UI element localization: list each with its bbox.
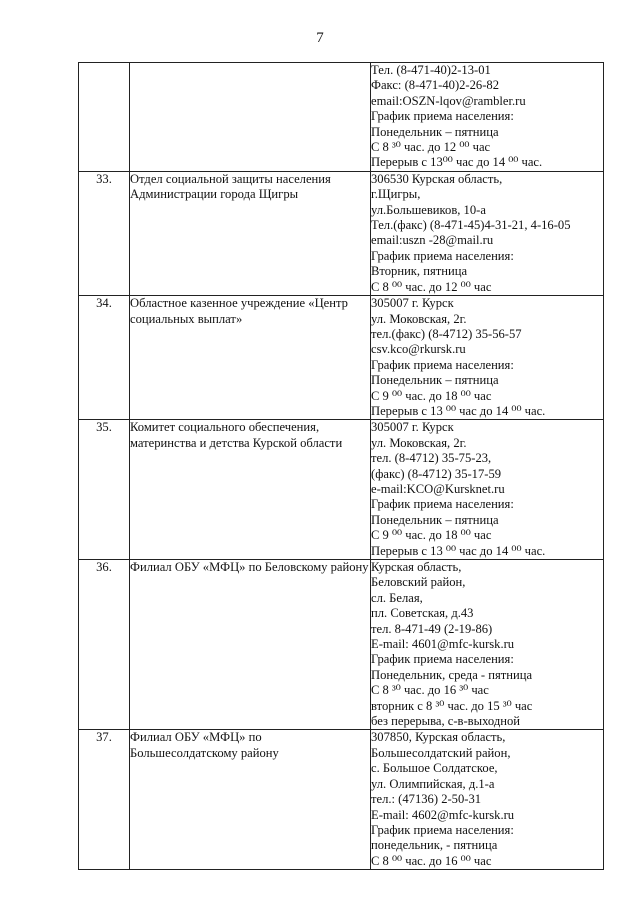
contact-line: С 9 ⁰⁰ час. до 18 ⁰⁰ час bbox=[371, 388, 492, 403]
contact-line: График приема населения: bbox=[371, 497, 514, 512]
contact-line: Перерыв с 13⁰⁰ час до 14 ⁰⁰ час. bbox=[371, 155, 543, 170]
contact-details bbox=[371, 63, 604, 172]
contact-line: (факс) (8-4712) 35-17-59 bbox=[371, 466, 502, 481]
contact-line: Понедельник – пятница bbox=[371, 124, 499, 139]
contact-line: Перерыв с 13 ⁰⁰ час до 14 ⁰⁰ час. bbox=[371, 543, 546, 558]
contact-line: Понедельник – пятница bbox=[371, 373, 499, 388]
table-row bbox=[79, 171, 604, 295]
contact-line: тел.(факс) (8-4712) 35-56-57 bbox=[371, 326, 522, 341]
contact-line: csv.kco@rkursk.ru bbox=[371, 342, 466, 357]
table-row bbox=[79, 730, 604, 870]
contact-line: тел. (8-4712) 35-75-23, bbox=[371, 451, 492, 466]
contact-line: вторник с 8 ³⁰ час. до 15 ³⁰ час bbox=[371, 698, 533, 713]
row-number: 37. bbox=[79, 730, 130, 870]
contact-line: Понедельник, среда - пятница bbox=[371, 667, 533, 682]
contact-details bbox=[371, 296, 604, 420]
contact-line: тел.: (47136) 2-50-31 bbox=[371, 792, 482, 807]
contact-line: График приема населения: bbox=[371, 822, 514, 837]
contact-line: Тел. (8-471-40)2-13-01 bbox=[371, 63, 491, 77]
organization-name: Филиал ОБУ «МФЦ» по Большесолдатскому району bbox=[130, 730, 371, 870]
contact-line: С 8 ³⁰ час. до 12 ⁰⁰ час bbox=[371, 140, 491, 155]
contact-line: 307850, Курская область, bbox=[371, 730, 506, 745]
contacts-table bbox=[78, 62, 604, 870]
contact-line: ул. Моковская, 2г. bbox=[371, 435, 467, 450]
contact-line: График приема населения: bbox=[371, 652, 514, 667]
contact-details bbox=[371, 171, 604, 295]
row-number: 34. bbox=[79, 296, 130, 420]
organization-name: Областное казенное учреждение «Центр социальных выплат» bbox=[130, 296, 371, 420]
contact-line: пл. Советская, д.43 bbox=[371, 606, 474, 621]
contact-line: Факс: (8-471-40)2-26-82 bbox=[371, 78, 500, 93]
contact-details bbox=[371, 560, 604, 730]
contact-details bbox=[371, 730, 604, 870]
email-link[interactable]: E-mail: 4601@mfc-kursk.ru bbox=[371, 637, 515, 652]
contact-line: г.Щигры, bbox=[371, 187, 421, 202]
organization-name: Комитет социального обеспечения, материнства и детства Курской области bbox=[130, 420, 371, 560]
contact-line: Большесолдатский район, bbox=[371, 745, 511, 760]
contact-line: понедельник, - пятница bbox=[371, 838, 498, 853]
contact-line: без перерыва, с-в-выходной bbox=[371, 714, 521, 729]
organization-name: Отдел социальной защиты населения Администрации города Щигры bbox=[130, 171, 371, 295]
contacts-table-body bbox=[79, 63, 604, 870]
row-number: 36. bbox=[79, 560, 130, 730]
contact-line: С 8 ⁰⁰ час. до 16 ⁰⁰ час bbox=[371, 853, 492, 868]
contact-line: 306530 Курская область, bbox=[371, 171, 503, 186]
contact-line: График приема населения: bbox=[371, 357, 514, 372]
email-link[interactable]: E-mail: 4602@mfc-kursk.ru bbox=[371, 807, 515, 822]
table-row bbox=[79, 296, 604, 420]
contact-line: тел. 8-471-49 (2-19-86) bbox=[371, 621, 493, 636]
contact-line: сл. Белая, bbox=[371, 590, 423, 605]
table-row bbox=[79, 63, 604, 172]
contact-line: График приема населения: bbox=[371, 248, 514, 263]
contact-line: 305007 г. Курск bbox=[371, 420, 454, 435]
contact-line: Вторник, пятница bbox=[371, 264, 468, 279]
organization-name: Филиал ОБУ «МФЦ» по Беловскому району bbox=[130, 560, 371, 730]
contact-line: С 8 ⁰⁰ час. до 12 ⁰⁰ час bbox=[371, 279, 492, 294]
contact-line: Тел.(факс) (8-471-45)4-31-21, 4-16-05 bbox=[371, 218, 571, 233]
page-number: 7 bbox=[316, 30, 324, 46]
contact-line: С 8 ³⁰ час. до 16 ³⁰ час bbox=[371, 683, 489, 698]
contact-line: ул.Большевиков, 10-а bbox=[371, 202, 486, 217]
contact-line: e-mail:KCO@Kursknet.ru bbox=[371, 481, 505, 496]
contact-line: с. Большое Солдатское, bbox=[371, 761, 498, 776]
row-number: 33. bbox=[79, 171, 130, 295]
row-number bbox=[79, 63, 130, 172]
contact-line: Понедельник – пятница bbox=[371, 512, 499, 527]
contact-line: 305007 г. Курск bbox=[371, 296, 454, 311]
organization-name bbox=[130, 63, 371, 172]
contact-line: График приема населения: bbox=[371, 109, 514, 124]
contact-line: ул. Моковская, 2г. bbox=[371, 311, 467, 326]
row-number: 35. bbox=[79, 420, 130, 560]
contact-line: email:uszn -28@mail.ru bbox=[371, 233, 494, 248]
contact-line: email:OSZN-lqov@rambler.ru bbox=[371, 93, 526, 108]
contact-line: С 9 ⁰⁰ час. до 18 ⁰⁰ час bbox=[371, 528, 492, 543]
contact-line: Беловский район, bbox=[371, 575, 466, 590]
table-row bbox=[79, 560, 604, 730]
contact-line: Курская область, bbox=[371, 560, 462, 574]
contact-details bbox=[371, 420, 604, 560]
table-row bbox=[79, 420, 604, 560]
contact-line: Перерыв с 13 ⁰⁰ час до 14 ⁰⁰ час. bbox=[371, 403, 546, 418]
contact-line: ул. Олимпийская, д.1-а bbox=[371, 776, 495, 791]
